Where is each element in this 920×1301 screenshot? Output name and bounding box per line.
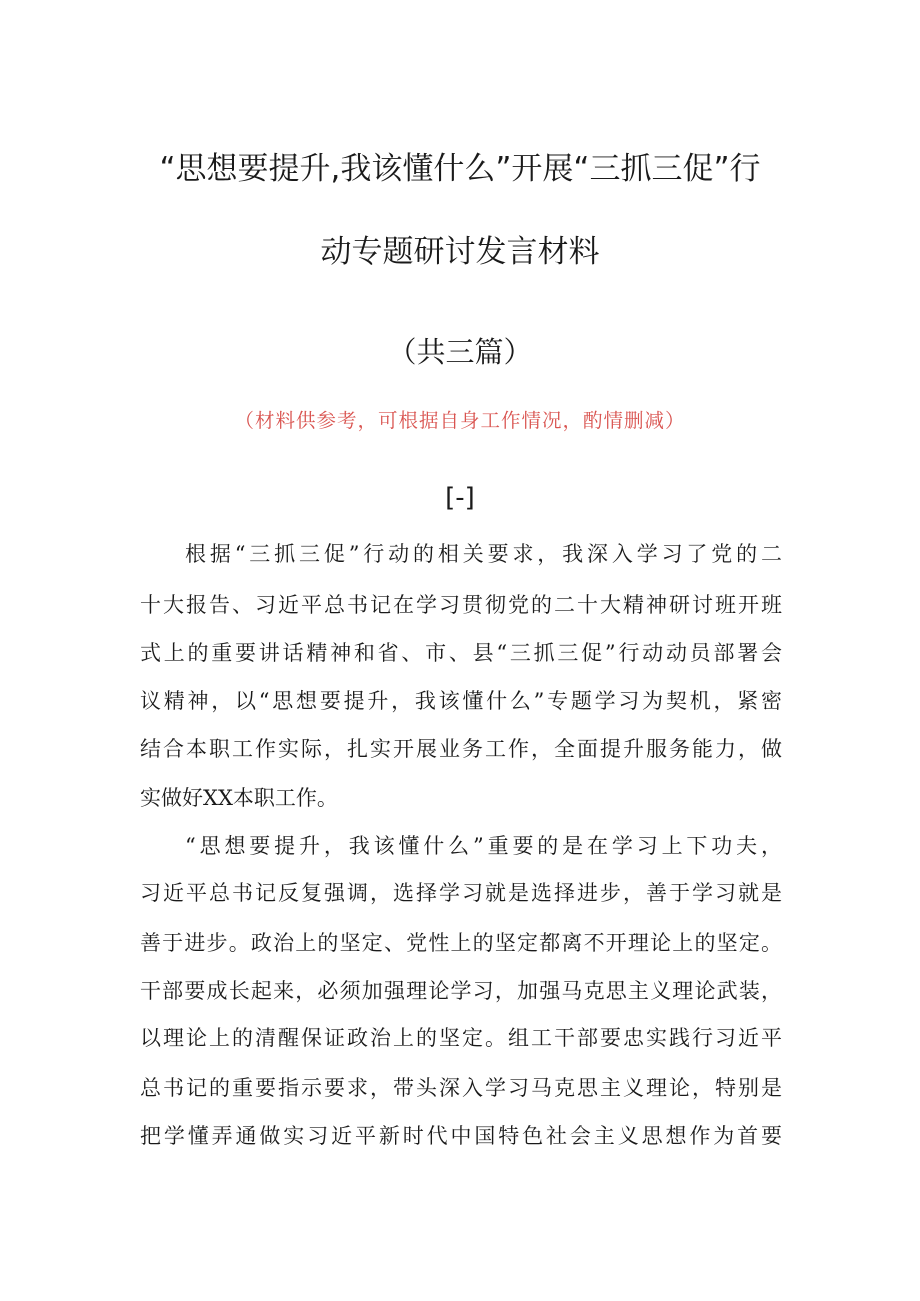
paragraph-1-line: 实做好XX本职工作。 (140, 786, 338, 810)
paragraph-2-line: 善于进步。政治上的坚定、党性上的坚定都离不开理论上的坚定。 (140, 931, 782, 955)
paragraph-1-line: 议精神，以“思想要提升，我该懂什么”专题学习为契机，紧密 (140, 689, 782, 713)
document-title-line-2: 动专题研讨发言材料 (320, 234, 600, 270)
paragraph-2-line: “思想要提升，我该懂什么”重要的是在学习上下功夫， (185, 834, 782, 858)
document-subtitle: （共三篇） (387, 335, 533, 369)
paragraph-2-line: 把学懂弄通做实习近平新时代中国特色社会主义思想作为首要 (140, 1124, 782, 1148)
paragraph-2-line: 总书记的重要指示要求，带头深入学习马克思主义理论，特别是 (140, 1076, 782, 1100)
paragraph-2-line: 干部要成长起来，必须加强理论学习，加强马克思主义理论武装， (140, 979, 782, 1003)
document-title-line-1: “思想要提升,我该懂什么”开展“三抓三促”行 (159, 151, 761, 187)
paragraph-2-line: 习近平总书记反复强调，选择学习就是选择进步，善于学习就是 (140, 881, 782, 905)
paragraph-2-line: 以理论上的清醒保证政治上的坚定。组工干部要忠实践行习近平 (140, 1026, 782, 1050)
paragraph-1-line: 结合本职工作实际，扎实开展业务工作，全面提升服务能力，做 (140, 737, 782, 761)
section-marker: [-] (445, 483, 475, 513)
paragraph-1-line: 十大报告、习近平总书记在学习贯彻党的二十大精神研讨班开班 (140, 593, 782, 617)
paragraph-1-line: 式上的重要讲话精神和省、市、县“三抓三促”行动动员部署会 (140, 641, 782, 665)
paragraph-1-line: 根据“三抓三促”行动的相关要求，我深入学习了党的二 (185, 542, 782, 566)
reference-note: （材料供参考，可根据自身工作情况，酌情删减） (234, 409, 686, 432)
